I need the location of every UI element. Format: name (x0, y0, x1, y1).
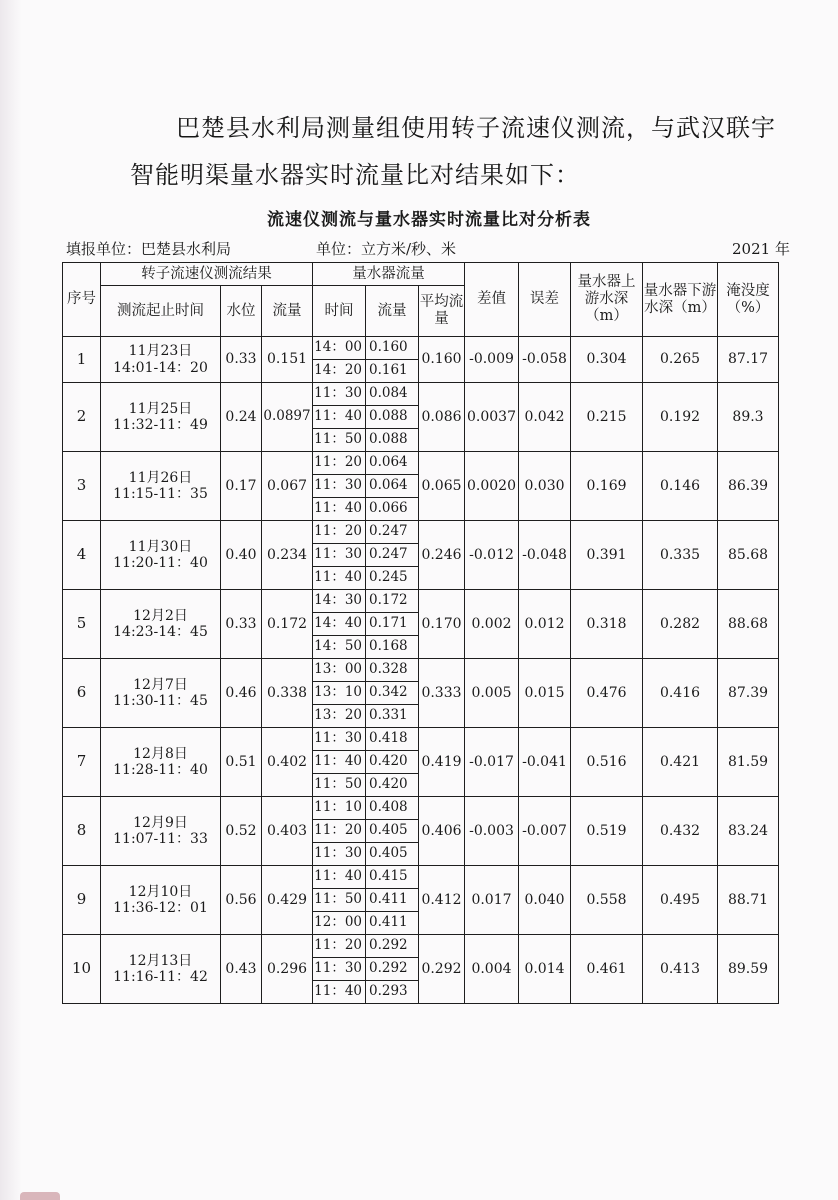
measurement-time-range: 14:01-14：20 (113, 359, 208, 376)
water-level: 0.40 (221, 521, 262, 590)
measurement-date: 12月2日 (133, 607, 188, 624)
measurement-time-range: 11:32-11：49 (113, 417, 208, 433)
table-row (63, 452, 779, 475)
header-submergence: 淹没度（%） (718, 263, 779, 337)
row-index: 4 (63, 521, 101, 590)
measurement-time-range: 11:28-11：40 (113, 762, 208, 778)
reporting-unit: 填报单位：巴楚县水利局 (66, 240, 232, 258)
header-downstream-depth: 量水器下游水深（m） (643, 263, 718, 337)
reading-flow: 0.088 (366, 429, 419, 452)
comparison-table (62, 262, 779, 1004)
table-row (63, 521, 779, 544)
reading-flow: 0.168 (366, 636, 419, 659)
rotor-flow: 0.172 (262, 590, 313, 659)
water-level: 0.43 (221, 935, 262, 1004)
reading-time: 11：20 (313, 935, 366, 958)
measurement-period (101, 935, 221, 1004)
difference: 0.004 (465, 935, 519, 1004)
reading-flow: 0.420 (366, 751, 419, 774)
downstream-depth: 0.413 (643, 935, 718, 1004)
submergence: 87.17 (718, 337, 779, 383)
upstream-depth: 0.516 (571, 728, 643, 797)
reading-flow: 0.418 (366, 728, 419, 751)
reading-flow: 0.084 (366, 383, 419, 406)
row-index: 5 (63, 590, 101, 659)
reading-flow: 0.160 (366, 337, 419, 360)
reading-time: 11：20 (313, 521, 366, 544)
reading-time: 14：30 (313, 590, 366, 613)
difference: 0.017 (465, 866, 519, 935)
reading-time: 13：00 (313, 659, 366, 682)
reading-time: 13：10 (313, 682, 366, 705)
reading-time: 12：00 (313, 912, 366, 935)
measurement-time-range: 11:15-11：35 (113, 486, 208, 502)
measurement-date: 12月8日 (133, 745, 188, 762)
reading-time: 11：30 (313, 383, 366, 406)
reading-flow: 0.171 (366, 613, 419, 636)
reading-time: 11：20 (313, 452, 366, 475)
reading-time: 11：40 (313, 866, 366, 889)
submergence: 87.39 (718, 659, 779, 728)
water-level: 0.46 (221, 659, 262, 728)
header-water-level: 水位 (221, 286, 262, 337)
water-level: 0.56 (221, 866, 262, 935)
avg-flow: 0.292 (419, 935, 465, 1004)
avg-flow: 0.160 (419, 337, 465, 383)
reading-flow: 0.415 (366, 866, 419, 889)
measurement-date: 12月9日 (133, 814, 188, 831)
row-index: 8 (63, 797, 101, 866)
upstream-depth: 0.215 (571, 383, 643, 452)
measurement-date: 12月10日 (128, 883, 193, 900)
measurement-date: 12月13日 (128, 952, 193, 969)
difference: 0.005 (465, 659, 519, 728)
header-time: 时间 (313, 286, 366, 337)
reading-flow: 0.292 (366, 935, 419, 958)
difference: 0.002 (465, 590, 519, 659)
water-level: 0.17 (221, 452, 262, 521)
header-group-meter: 量水器流量 (313, 263, 465, 286)
reading-flow: 0.405 (366, 820, 419, 843)
reading-time: 11：40 (313, 498, 366, 521)
table-row (63, 728, 779, 751)
rotor-flow: 0.429 (262, 866, 313, 935)
header-meter-flow: 流量 (366, 286, 419, 337)
reading-flow: 0.172 (366, 590, 419, 613)
reading-flow: 0.064 (366, 452, 419, 475)
downstream-depth: 0.282 (643, 590, 718, 659)
header-error: 误差 (519, 263, 571, 337)
reading-time: 11：30 (313, 728, 366, 751)
table-row (63, 659, 779, 682)
reading-flow: 0.066 (366, 498, 419, 521)
measurement-period (101, 337, 221, 383)
downstream-depth: 0.416 (643, 659, 718, 728)
downstream-depth: 0.265 (643, 337, 718, 383)
difference: 0.0037 (465, 383, 519, 452)
submergence: 81.59 (718, 728, 779, 797)
avg-flow: 0.065 (419, 452, 465, 521)
reading-flow: 0.247 (366, 544, 419, 567)
reading-time: 11：50 (313, 774, 366, 797)
reading-flow: 0.420 (366, 774, 419, 797)
reading-flow: 0.331 (366, 705, 419, 728)
reading-flow: 0.411 (366, 912, 419, 935)
header-group-rotor: 转子流速仪测流结果 (101, 263, 313, 286)
reading-time: 11：20 (313, 820, 366, 843)
measurement-units: 单位：立方米/秒、米 (316, 240, 457, 258)
downstream-depth: 0.432 (643, 797, 718, 866)
table-row (63, 383, 779, 406)
difference: 0.0020 (465, 452, 519, 521)
row-index: 10 (63, 935, 101, 1004)
reading-flow: 0.088 (366, 406, 419, 429)
upstream-depth: 0.391 (571, 521, 643, 590)
table-body (63, 337, 779, 1004)
water-level: 0.52 (221, 797, 262, 866)
avg-flow: 0.333 (419, 659, 465, 728)
water-level: 0.33 (221, 590, 262, 659)
reading-flow: 0.161 (366, 360, 419, 383)
table-row (63, 935, 779, 958)
submergence: 88.71 (718, 866, 779, 935)
rotor-flow: 0.151 (262, 337, 313, 383)
submergence: 89.59 (718, 935, 779, 1004)
submergence: 89.3 (718, 383, 779, 452)
measurement-date: 11月26日 (128, 469, 193, 486)
upstream-depth: 0.476 (571, 659, 643, 728)
rotor-flow: 0.0897 (262, 383, 313, 452)
table-title: 流速仪测流与量水器实时流量比对分析表 (267, 210, 591, 230)
measurement-date: 11月30日 (128, 538, 193, 555)
row-index: 7 (63, 728, 101, 797)
avg-flow: 0.246 (419, 521, 465, 590)
reading-time: 11：10 (313, 797, 366, 820)
submergence: 85.68 (718, 521, 779, 590)
table-row (63, 866, 779, 889)
upstream-depth: 0.519 (571, 797, 643, 866)
avg-flow: 0.419 (419, 728, 465, 797)
reading-time: 11：30 (313, 843, 366, 866)
rotor-flow: 0.067 (262, 452, 313, 521)
difference: -0.003 (465, 797, 519, 866)
table-row (63, 337, 779, 360)
error: -0.007 (519, 797, 571, 866)
error: 0.042 (519, 383, 571, 452)
avg-flow: 0.170 (419, 590, 465, 659)
row-index: 6 (63, 659, 101, 728)
header-difference: 差值 (465, 263, 519, 337)
measurement-period (101, 383, 221, 452)
reading-time: 11：30 (313, 958, 366, 981)
header-rotor-flow: 流量 (262, 286, 313, 337)
measurement-period (101, 797, 221, 866)
reading-flow: 0.405 (366, 843, 419, 866)
measurement-period (101, 728, 221, 797)
difference: -0.012 (465, 521, 519, 590)
reading-flow: 0.342 (366, 682, 419, 705)
intro-line-1: 巴楚县水利局测量组使用转子流速仪测流，与武汉联宇 (176, 114, 776, 142)
measurement-period (101, 452, 221, 521)
header-upstream-depth: 量水器上游水深（m） (571, 263, 643, 337)
upstream-depth: 0.558 (571, 866, 643, 935)
downstream-depth: 0.421 (643, 728, 718, 797)
difference: -0.009 (465, 337, 519, 383)
reading-flow: 0.245 (366, 567, 419, 590)
row-index: 9 (63, 866, 101, 935)
reading-time: 14：40 (313, 613, 366, 636)
reading-time: 11：40 (313, 406, 366, 429)
error: 0.040 (519, 866, 571, 935)
measurement-time-range: 11:07-11：33 (113, 831, 208, 847)
reading-time: 13：20 (313, 705, 366, 728)
report-year: 2021 年 (732, 240, 790, 258)
error: 0.015 (519, 659, 571, 728)
reading-flow: 0.328 (366, 659, 419, 682)
rotor-flow: 0.402 (262, 728, 313, 797)
measurement-date: 11月23日 (128, 343, 193, 360)
downstream-depth: 0.146 (643, 452, 718, 521)
avg-flow: 0.086 (419, 383, 465, 452)
error: -0.048 (519, 521, 571, 590)
measurement-time-range: 11:16-11：42 (113, 969, 208, 985)
error: 0.030 (519, 452, 571, 521)
row-index: 2 (63, 383, 101, 452)
table-row (63, 590, 779, 613)
measurement-date: 11月25日 (128, 400, 193, 417)
reading-flow: 0.408 (366, 797, 419, 820)
error: 0.012 (519, 590, 571, 659)
water-level: 0.24 (221, 383, 262, 452)
measurement-period (101, 659, 221, 728)
measurement-period (101, 521, 221, 590)
measurement-period (101, 590, 221, 659)
intro-line-2: 智能明渠量水器实时流量比对结果如下： (130, 161, 580, 189)
rotor-flow: 0.234 (262, 521, 313, 590)
measurement-period (101, 866, 221, 935)
reading-time: 14：00 (313, 337, 366, 360)
reading-time: 11：30 (313, 544, 366, 567)
upstream-depth: 0.169 (571, 452, 643, 521)
water-level: 0.33 (221, 337, 262, 383)
table-row (63, 797, 779, 820)
avg-flow: 0.406 (419, 797, 465, 866)
reading-time: 11：40 (313, 751, 366, 774)
page-corner-mark (20, 1192, 60, 1200)
reading-time: 11：40 (313, 981, 366, 1004)
reading-time: 11：50 (313, 429, 366, 452)
downstream-depth: 0.495 (643, 866, 718, 935)
avg-flow: 0.412 (419, 866, 465, 935)
submergence: 83.24 (718, 797, 779, 866)
measurement-time-range: 11:20-11：40 (113, 555, 208, 571)
row-index: 1 (63, 337, 101, 383)
reading-flow: 0.247 (366, 521, 419, 544)
rotor-flow: 0.296 (262, 935, 313, 1004)
measurement-time-range: 11:36-12：01 (113, 900, 208, 916)
error: -0.058 (519, 337, 571, 383)
reading-time: 14：20 (313, 360, 366, 383)
measurement-time-range: 11:30-11：45 (113, 693, 208, 709)
reading-time: 11：40 (313, 567, 366, 590)
reading-flow: 0.411 (366, 889, 419, 912)
reading-time: 14：50 (313, 636, 366, 659)
reading-time: 11：30 (313, 475, 366, 498)
downstream-depth: 0.192 (643, 383, 718, 452)
error: 0.014 (519, 935, 571, 1004)
difference: -0.017 (465, 728, 519, 797)
rotor-flow: 0.403 (262, 797, 313, 866)
reading-flow: 0.293 (366, 981, 419, 1004)
table-header (63, 263, 779, 337)
measurement-date: 12月7日 (133, 676, 188, 693)
rotor-flow: 0.338 (262, 659, 313, 728)
reading-flow: 0.292 (366, 958, 419, 981)
submergence: 86.39 (718, 452, 779, 521)
error: -0.041 (519, 728, 571, 797)
row-index: 3 (63, 452, 101, 521)
downstream-depth: 0.335 (643, 521, 718, 590)
reading-flow: 0.064 (366, 475, 419, 498)
header-avg-flow: 平均流量 (419, 286, 465, 337)
measurement-time-range: 14:23-14：45 (113, 624, 208, 640)
upstream-depth: 0.318 (571, 590, 643, 659)
water-level: 0.51 (221, 728, 262, 797)
submergence: 88.68 (718, 590, 779, 659)
upstream-depth: 0.304 (571, 337, 643, 383)
header-index: 序号 (63, 263, 101, 337)
upstream-depth: 0.461 (571, 935, 643, 1004)
header-period: 测流起止时间 (101, 286, 221, 337)
reading-time: 11：50 (313, 889, 366, 912)
